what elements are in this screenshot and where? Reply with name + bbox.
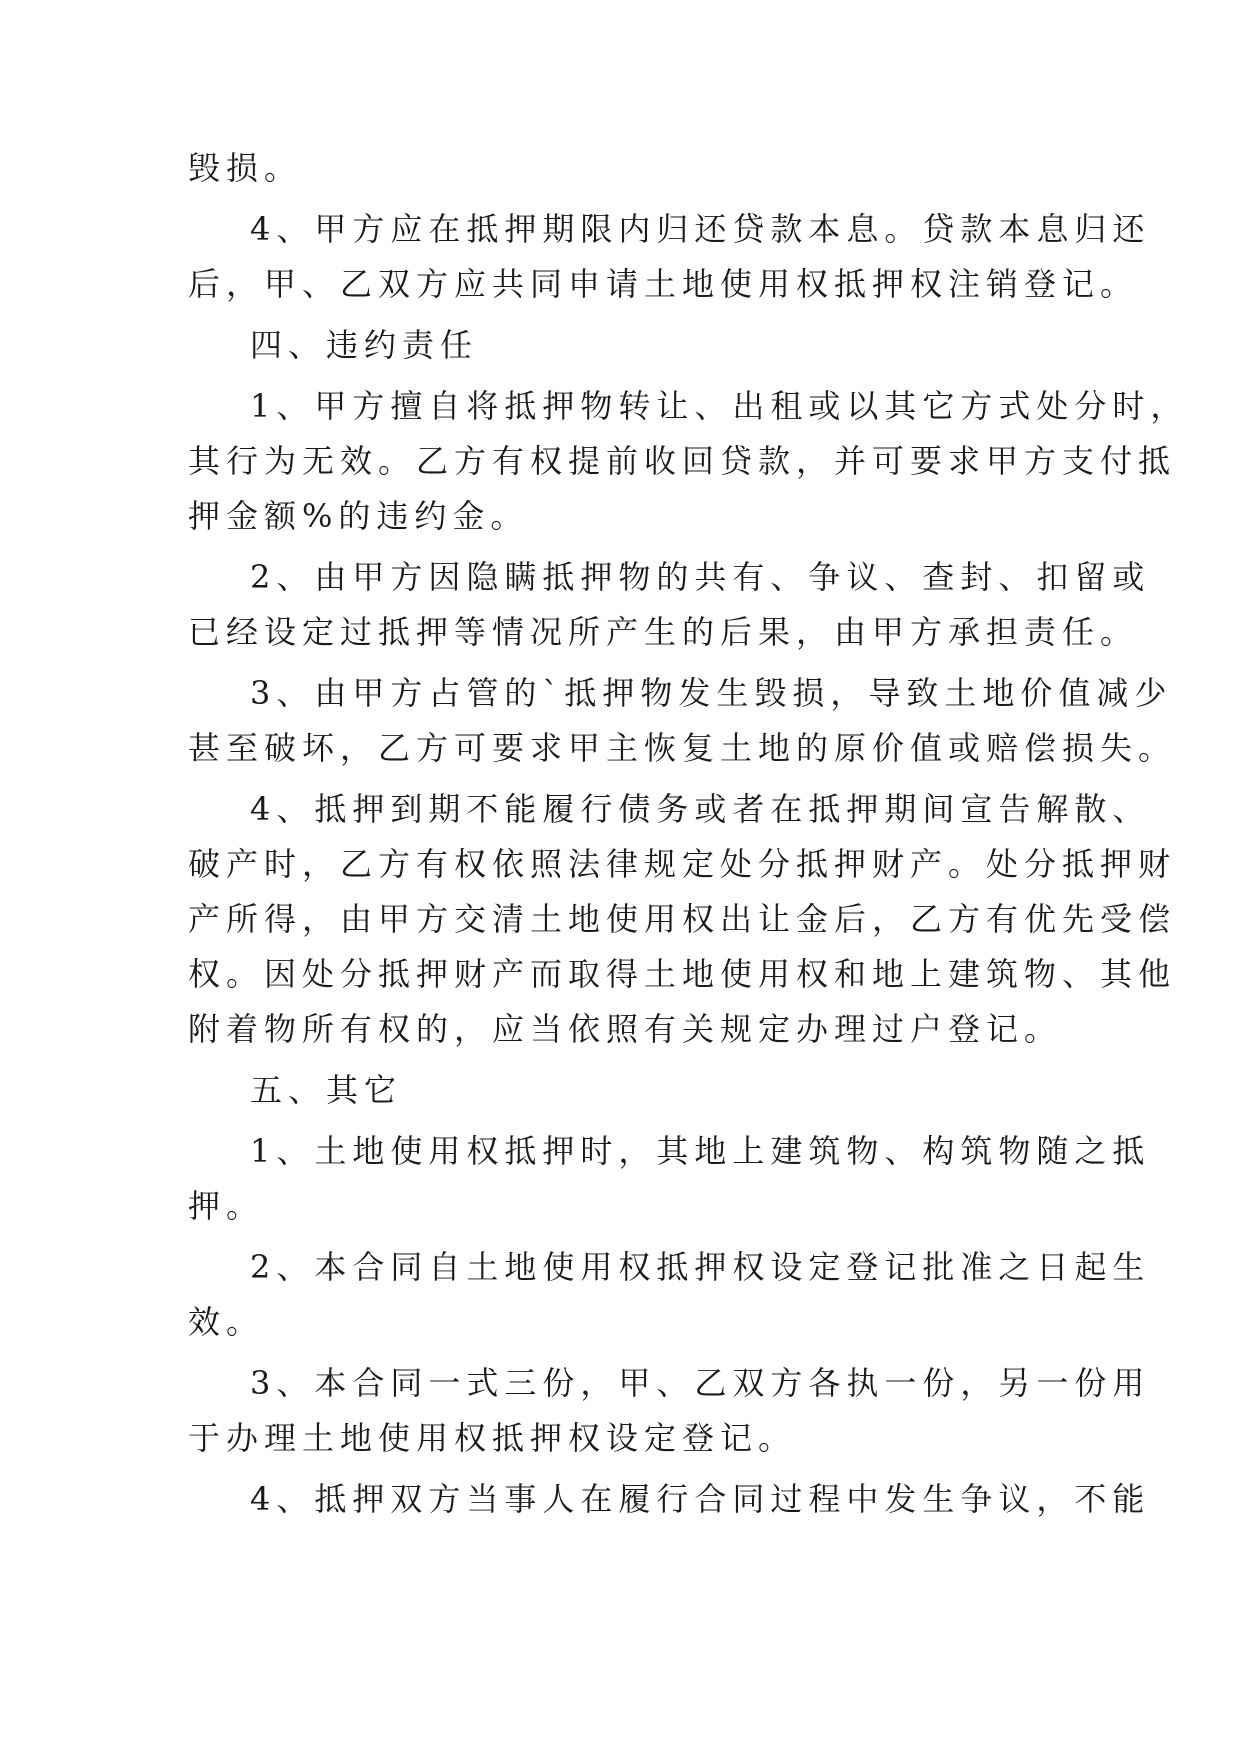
text-line: 后，甲、乙双方应共同申请土地使用权抵押权注销登记。 (188, 265, 1139, 303)
text-line: 权。因处分抵押财产而取得土地使用权和地上建筑物、其他 (188, 955, 1177, 993)
text-line: 已经设定过抵押等情况所产生的后果，由甲方承担责任。 (188, 613, 1139, 651)
text-line: 1、甲方擅自将抵押物转让、出租或以其它方式处分时， (250, 387, 1189, 425)
text-line: 产所得，由甲方交清土地使用权出让金后，乙方有优先受偿 (188, 900, 1177, 938)
text-line: 4、抵押到期不能履行债务或者在抵押期间宣告解散、 (250, 790, 1151, 828)
text-line: 2、由甲方因隐瞒抵押物的共有、争议、查封、扣留或 (250, 558, 1151, 596)
section-heading: 四、违约责任 (250, 326, 479, 364)
text-line: 附着物所有权的，应当依照有关规定办理过户登记。 (188, 1010, 1063, 1048)
text-line: 3、由甲方占管的`抵押物发生毁损，导致土地价值减少 (250, 674, 1173, 712)
text-line: 4、甲方应在抵押期限内归还贷款本息。贷款本息归还 (250, 210, 1151, 248)
contract-body (188, 149, 1189, 1518)
text-line: 效。 (188, 1303, 265, 1341)
text-line: 1、土地使用权抵押时，其地上建筑物、构筑物随之抵 (250, 1132, 1151, 1170)
text-line: 2、本合同自土地使用权抵押权设定登记批准之日起生 (250, 1248, 1151, 1286)
text-line: 4、抵押双方当事人在履行合同过程中发生争议，不能 (250, 1480, 1151, 1518)
text-line: 于办理土地使用权抵押权设定登记。 (188, 1419, 797, 1457)
section-heading: 五、其它 (250, 1071, 403, 1109)
text-line: 3、本合同一式三份，甲、乙双方各执一份，另一份用 (250, 1364, 1151, 1402)
text-line: 甚至破坏，乙方可要求甲主恢复土地的原价值或赔偿损失。 (188, 729, 1177, 767)
text-line: 毁损。 (188, 149, 303, 187)
text-line: 破产时，乙方有权依照法律规定处分抵押财产。处分抵押财 (188, 845, 1177, 883)
text-line: 其行为无效。乙方有权提前收回贷款，并可要求甲方支付抵 (188, 442, 1177, 480)
text-line: 押金额%的违约金。 (188, 497, 529, 535)
text-line: 押。 (188, 1187, 265, 1225)
